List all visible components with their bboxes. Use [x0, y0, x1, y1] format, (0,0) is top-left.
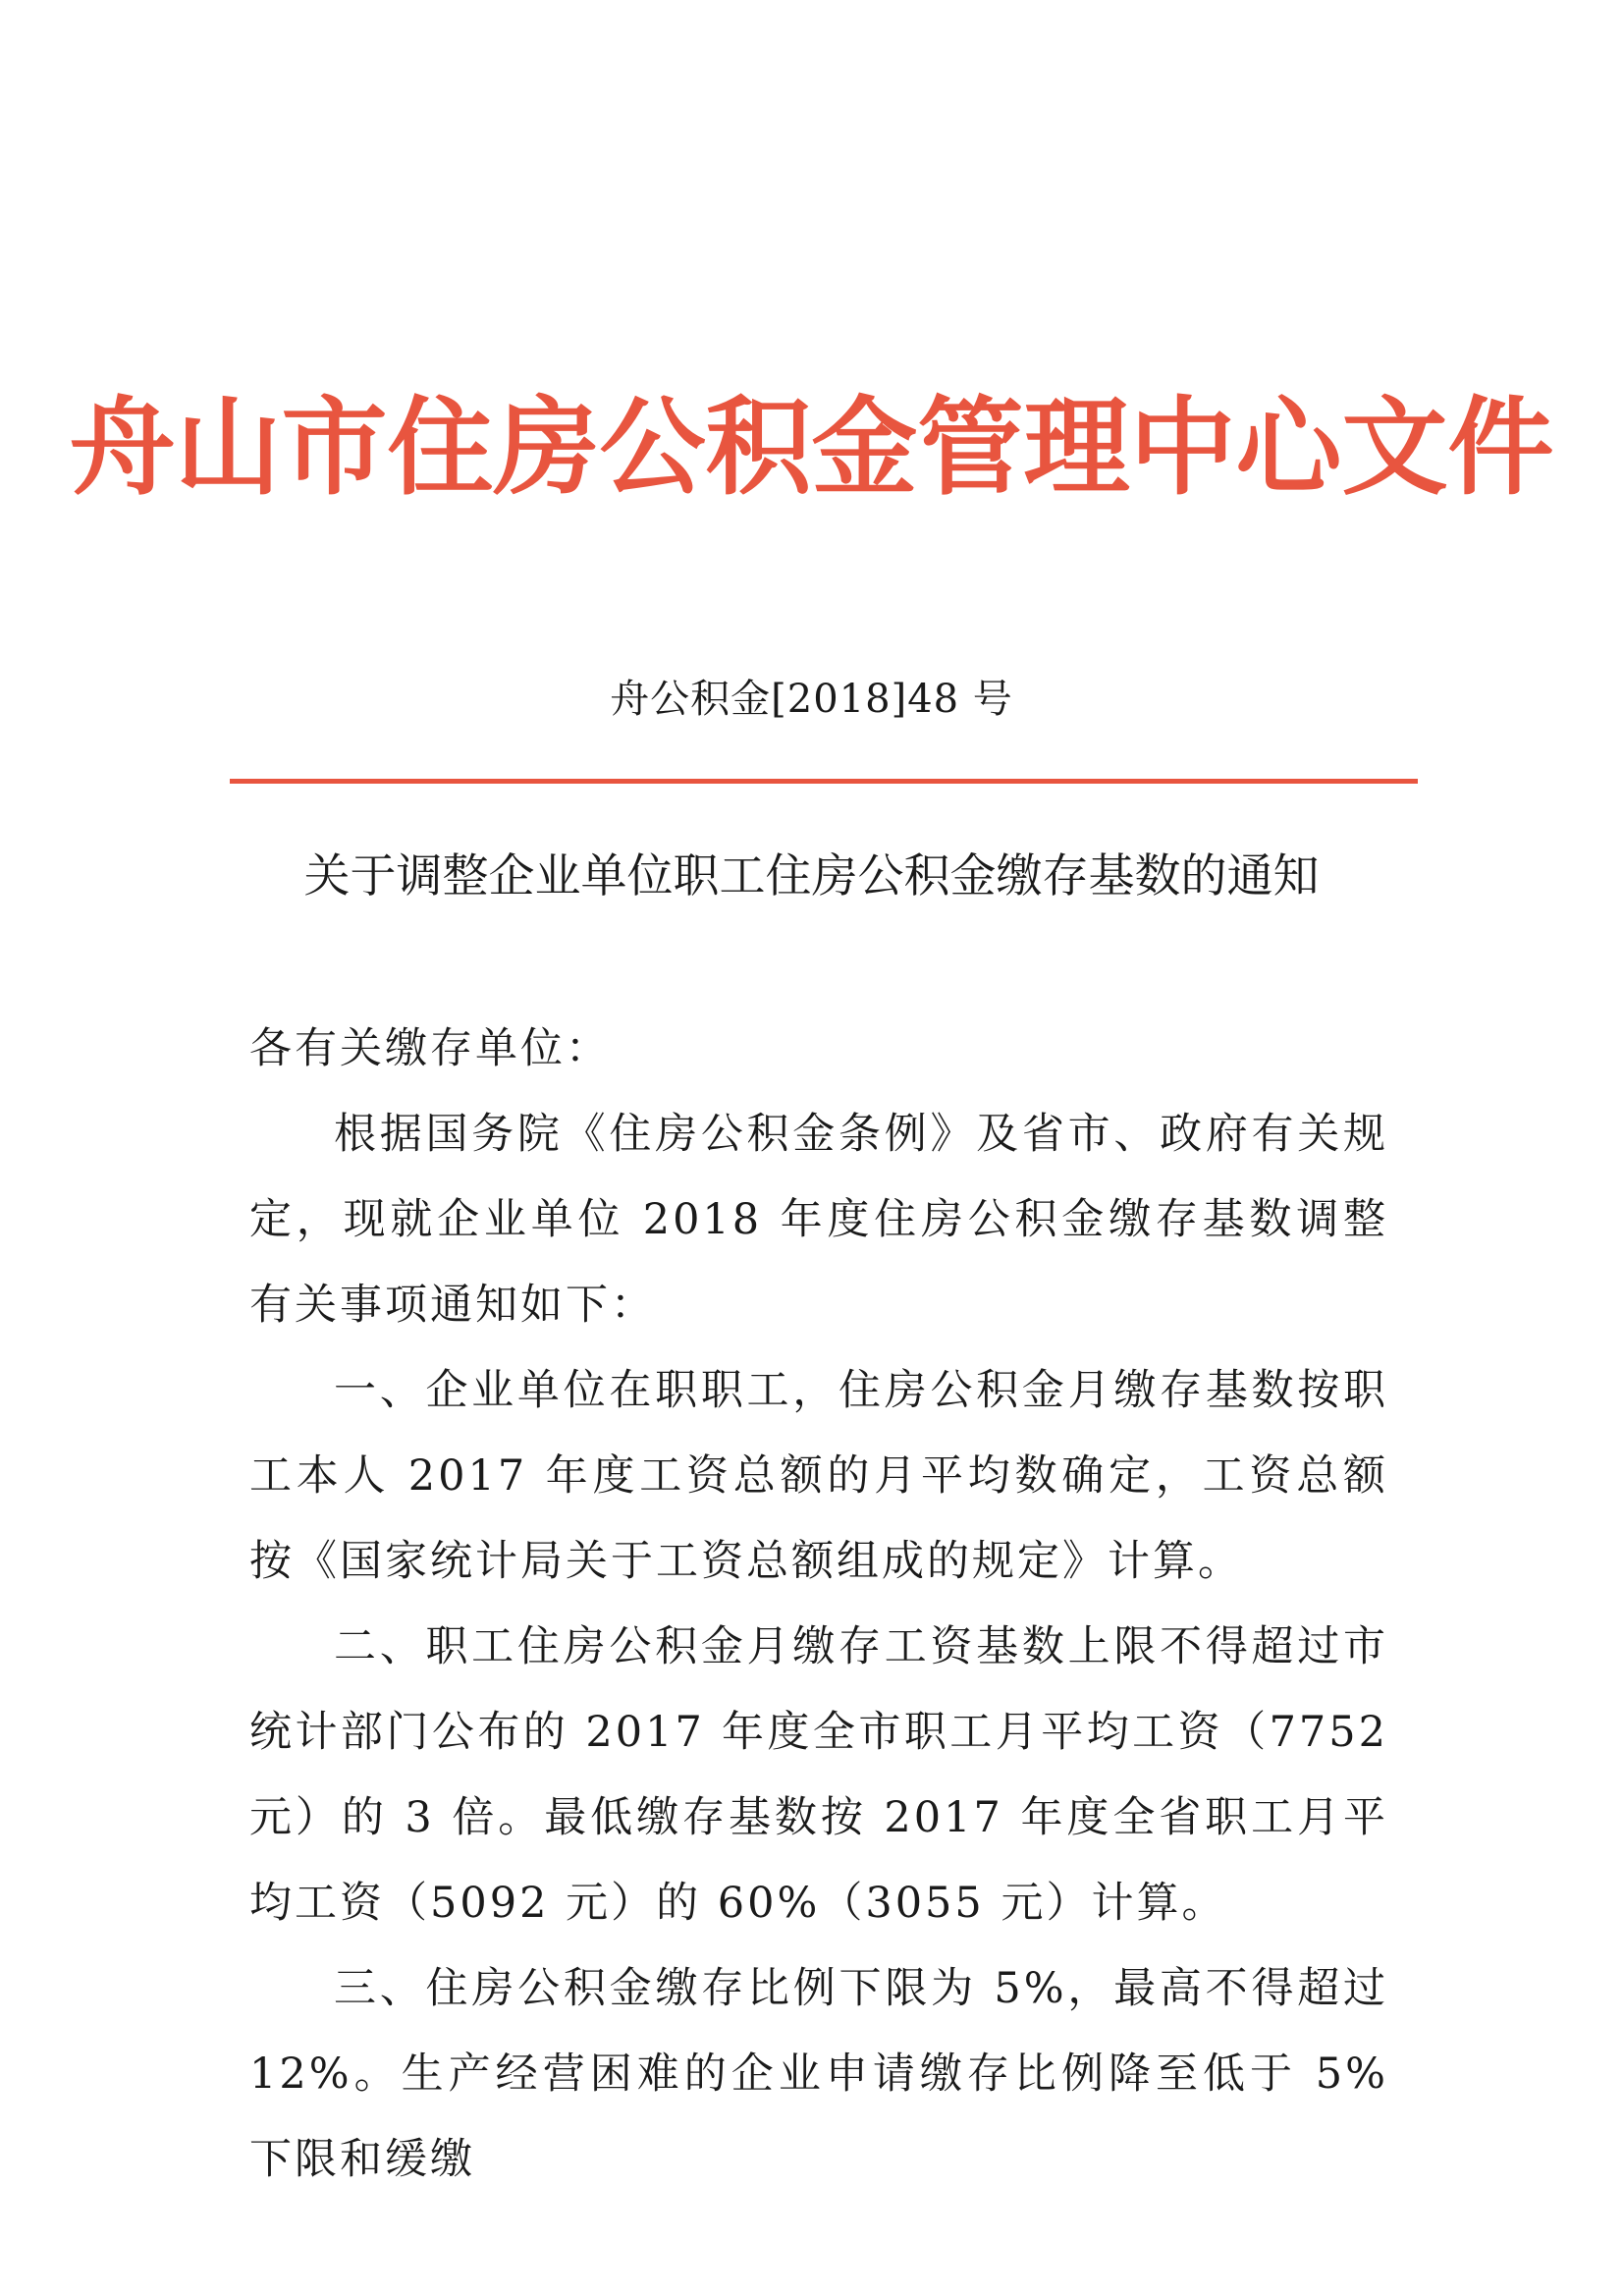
paragraph-item-3: 三、住房公积金缴存比例下限为 5%，最高不得超过 12%。生产经营困难的企业申请缴存比例降至低于 5%下限和缓缴 [249, 1964, 1388, 2184]
paragraph-item-2: 二、职工住房公积金月缴存工资基数上限不得超过市统计部门公布的 2017 年度全市职工月平均工资（7752 元）的 3 倍。最低缴存基数按 2017 年度全省职工月平均工资（5092 元）的 60%（3055 元）计算。 [249, 1622, 1388, 1928]
red-divider-line [230, 779, 1418, 784]
document-masthead: 舟山市住房公积金管理中心文件 [69, 387, 1554, 510]
document-title: 关于调整企业单位职工住房公积金缴存基数的通知 [303, 849, 1320, 903]
document-number: 舟公积金[2018]48 号 [610, 677, 1013, 722]
salutation: 各有关缴存单位： [249, 1024, 611, 1073]
paragraph-intro: 根据国务院《住房公积金条例》及省市、政府有关规定，现就企业单位 2018 年度住房公积金缴存基数调整有关事项通知如下： [249, 1110, 1388, 1330]
document-body [249, 1007, 1388, 2203]
paragraph-item-1: 一、企业单位在职职工，住房公积金月缴存基数按职工本人 2017 年度工资总额的月平均数确定，工资总额按《国家统计局关于工资总额组成的规定》计算。 [249, 1366, 1388, 1586]
